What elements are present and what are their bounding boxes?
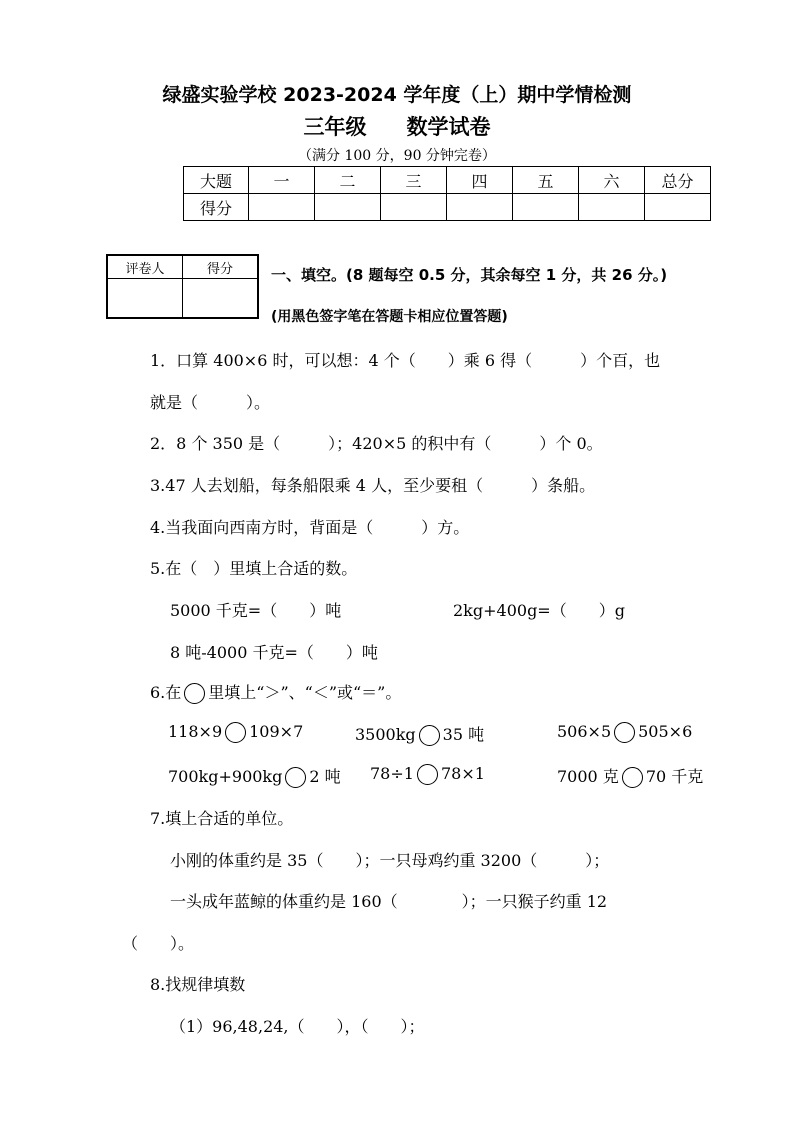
score-table-header-row (184, 167, 711, 194)
compare-item (355, 722, 484, 746)
compare-right: 70 千克 (645, 767, 704, 786)
section-1-title: 一、填空。(8 题每空 0.5 分，其余每空 1 分，共 26 分。) (271, 266, 668, 284)
compare-circle[interactable] (285, 767, 306, 788)
question-7: 7.填上合适的单位。 (150, 809, 294, 828)
question-8: 8.找规律填数 (150, 975, 246, 994)
question-2: 2．8 个 350 是（ ）；420×5 的积中有（ ）个 0。 (150, 434, 603, 453)
score-cell: 五 (513, 167, 579, 194)
score-blank[interactable] (579, 194, 645, 221)
question-5-b: 2kg+400g=（ ）g (453, 601, 625, 620)
subject-label: 数学试卷 (406, 115, 491, 139)
compare-left: 506×5 (557, 722, 612, 741)
compare-right: 2 吨 (309, 767, 341, 786)
question-6 (150, 680, 401, 704)
question-1-line-2: 就是（ ）。 (150, 393, 271, 412)
compare-left: 118×9 (168, 722, 223, 741)
score-cell: 一 (249, 167, 315, 194)
grader-label: 评卷人 (107, 255, 183, 279)
question-7-b: 一头成年蓝鲸的体重约是 160（ ）；一只猴子约重 12 (170, 892, 608, 911)
score-blank[interactable] (381, 194, 447, 221)
question-5-a: 5000 千克=（ ）吨 (170, 601, 342, 620)
grader-score-blank[interactable] (183, 279, 259, 319)
score-cell: 二 (315, 167, 381, 194)
question-7-a: 小刚的体重约是 35（ ）；一只母鸡约重 3200（ ）； (170, 851, 610, 870)
compare-left: 78÷1 (370, 764, 414, 783)
compare-circle[interactable] (419, 725, 440, 746)
score-row-label: 得分 (184, 194, 249, 221)
compare-item (557, 764, 703, 788)
compare-right: 35 吨 (442, 725, 485, 744)
compare-left: 3500kg (355, 725, 416, 744)
question-3: 3.47 人去划船，每条船限乘 4 人，至少要租（ ）条船。 (150, 476, 596, 495)
compare-circle[interactable] (622, 767, 643, 788)
question-5: 5.在（ ）里填上合适的数。 (150, 559, 358, 578)
compare-left: 7000 克 (557, 767, 619, 786)
compare-circle[interactable] (417, 764, 438, 785)
circle-icon (184, 683, 205, 704)
school-title: 绿盛实验学校 2023-2024 学年度（上）期中学情检测 (162, 84, 632, 106)
score-blank[interactable] (447, 194, 513, 221)
question-4: 4.当我面向西南方时，背面是（ ）方。 (150, 518, 470, 537)
compare-item (168, 764, 341, 788)
question-7-c: （ ）。 (122, 934, 195, 953)
grader-blank[interactable] (107, 279, 183, 319)
compare-item (168, 722, 303, 743)
score-cell: 总分 (645, 167, 711, 194)
score-cell: 大题 (184, 167, 249, 194)
score-cell: 六 (579, 167, 645, 194)
score-cell: 三 (381, 167, 447, 194)
score-blank[interactable] (315, 194, 381, 221)
score-cell: 四 (447, 167, 513, 194)
compare-item (557, 722, 692, 743)
question-6-suffix: 里填上“＞”、“＜”或“＝”。 (208, 683, 402, 702)
compare-item (370, 764, 485, 785)
score-table (183, 166, 711, 221)
compare-left: 700kg+900kg (168, 767, 283, 786)
compare-right: 505×6 (638, 722, 693, 741)
score-blank[interactable] (513, 194, 579, 221)
compare-right: 78×1 (440, 764, 485, 783)
question-8-a: （1）96,48,24,（ ），（ ）； (170, 1017, 425, 1036)
grader-box (106, 254, 259, 319)
grader-score-label: 得分 (183, 255, 259, 279)
section-1-note: (用黑色签字笔在答题卡相应位置答题) (271, 309, 508, 325)
score-table-score-row (184, 194, 711, 221)
compare-right: 109×7 (249, 722, 304, 741)
compare-circle[interactable] (614, 722, 635, 743)
exam-subtitle (0, 111, 794, 141)
grade-label: 三年级 (303, 115, 367, 139)
score-blank[interactable] (645, 194, 711, 221)
question-6-prefix: 6.在 (150, 683, 182, 702)
score-blank[interactable] (249, 194, 315, 221)
compare-circle[interactable] (225, 722, 246, 743)
exam-info: （满分 100 分，90 分钟完卷） (298, 148, 496, 164)
question-5-c: 8 吨-4000 千克=（ ）吨 (170, 643, 378, 662)
question-1-line-1: 1．口算 400×6 时，可以想：4 个（ ）乘 6 得（ ）个百，也 (150, 351, 661, 370)
